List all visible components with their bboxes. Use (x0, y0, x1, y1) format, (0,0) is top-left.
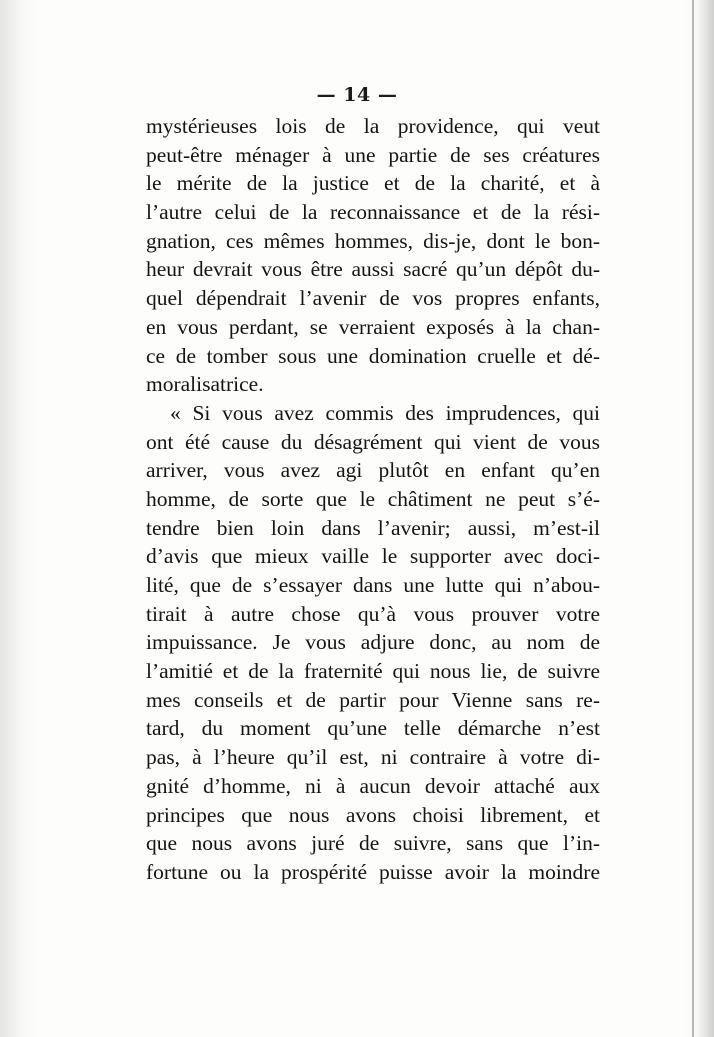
paragraph-2 (146, 399, 600, 887)
left-binding-shadow (0, 0, 42, 1037)
text-line: l’amitié et de la fraternité qui nous lie, de suivre (146, 659, 600, 684)
text-line: quel dépendrait l’avenir de vos propres enfants, (146, 286, 600, 311)
text-line: d’avis que mieux vaille le supporter avec doci- (146, 544, 600, 569)
text-line: tard, du moment qu’une telle démarche n’est (146, 716, 600, 741)
text-line: arriver, vous avez agi plutôt en enfant qu’en (146, 458, 600, 483)
text-line: ont été cause du désagrément qui vient de vous (146, 429, 600, 454)
text-line: gnation, ces mêmes hommes, dis-je, dont le bon- (146, 228, 600, 253)
text-line: « Si vous avez commis des imprudences, qui (170, 400, 600, 425)
text-line: le mérite de la justice et de la charité, et à (146, 171, 600, 196)
text-line: moralisatrice. (146, 372, 264, 397)
text-line: mystérieuses lois de la providence, qui veut (146, 114, 600, 138)
text-line: lité, que de s’essayer dans une lutte qui n’abou- (146, 573, 600, 597)
text-line: homme, de sorte que le châtiment ne peut s’é- (146, 486, 600, 511)
text-line: heur devrait vous être aussi sacré qu’un dépôt du- (146, 257, 600, 282)
text-line: impuissance. Je vous adjure donc, au nom de (146, 630, 600, 655)
text-line: tirait à autre chose qu’à vous prouver votre (146, 601, 600, 626)
text-line: l’autre celui de la reconnaissance et de la rési- (146, 200, 600, 225)
text-line: pas, à l’heure qu’il est, ni contraire à votre di- (146, 745, 600, 770)
text-line: gnité d’homme, ni à aucun devoir attaché aux (146, 773, 600, 798)
paragraph-1 (146, 112, 600, 399)
text-line: mes conseils et de partir pour Vienne sans re- (146, 687, 600, 712)
text-line: tendre bien loin dans l’avenir; aussi, m’est-il (146, 515, 600, 540)
right-binding-shadow (684, 0, 714, 1037)
text-line: ce de tomber sous une domination cruelle et dé- (146, 343, 600, 368)
text-line: que nous avons juré de suivre, sans que l’in- (146, 831, 600, 856)
text-line: peut-être ménager à une partie de ses créatures (146, 142, 600, 167)
body-text (146, 112, 600, 887)
text-line: principes que nous avons choisi librement, et (146, 802, 600, 827)
page-number: — 14 — (316, 84, 398, 106)
text-line: fortune ou la prospérité puisse avoir la moindre (146, 859, 600, 884)
right-edge-line (692, 0, 694, 1037)
text-line: en vous perdant, se verraient exposés à la chan- (146, 314, 600, 339)
